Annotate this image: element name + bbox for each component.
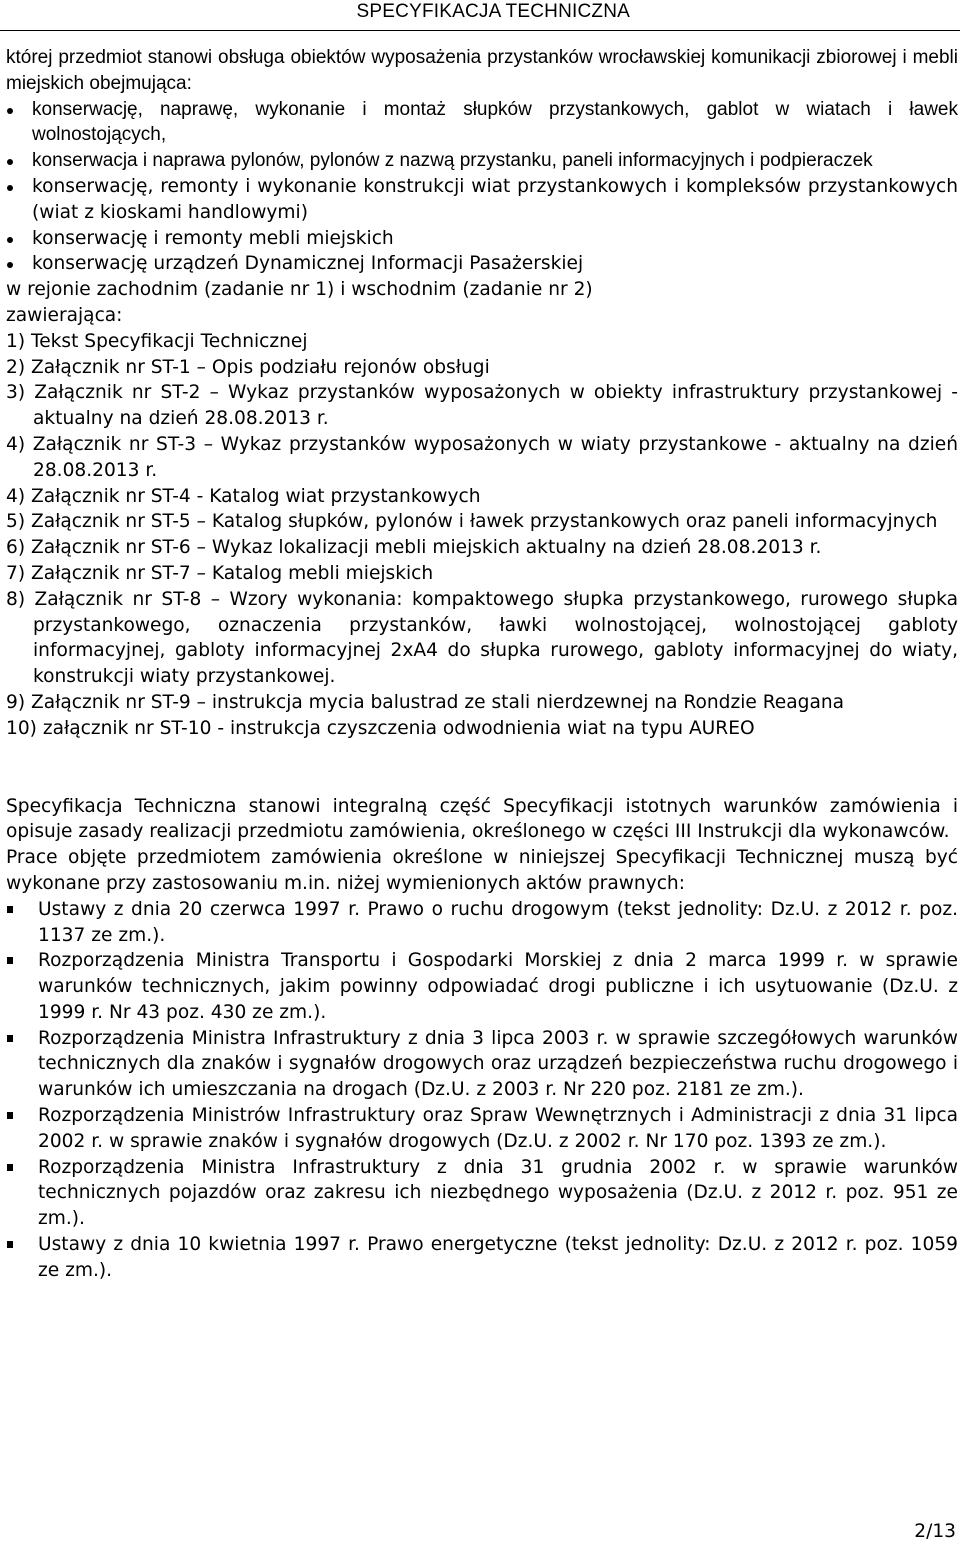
legal-act-item: Rozporządzenia Ministra Infrastruktury z dnia 31 grudnia 2002 r. w sprawie warunków technicznych pojazdów oraz zakresu ich niezbędnego wyposażenia (Dz.U. z 2012 r. poz. 951 ze zm.). (6, 1155, 958, 1232)
legal-act-item: Rozporządzenia Ministrów Infrastruktury oraz Spraw Wewnętrznych i Administracji z dnia 31 lipca 2002 r. w sprawie znaków i sygnałów drogowych (Dz.U. z 2002 r. Nr 170 poz. 1393 ze zm.). (6, 1103, 958, 1155)
enclosure-list (6, 329, 958, 742)
legal-acts-list (6, 897, 958, 1284)
integral-part-paragraph: Specyfikacja Techniczna stanowi integralną część Specyfikacji istotnych warunków zamówienia i opisuje zasady realizacji przedmiotu zamówienia, określonego w części III Instrukcji dla wykonawców. (6, 795, 958, 843)
scope-item: konserwację i remonty mebli miejskich (6, 226, 958, 252)
scope-list (6, 97, 958, 278)
scope-item: konserwację, naprawę, wykonanie i montaż słupków przystankowych, gablot w wiatach i ławek wolnostojących, (6, 97, 958, 149)
enclosure-item: 4) Załącznik nr ST-3 – Wykaz przystanków wyposażonych w wiaty przystankowe - aktualny na dzień 28.08.2013 r. (6, 433, 958, 481)
enclosure-item: 9) Załącznik nr ST-9 – instrukcja mycia balustrad ze stali nierdzewnej na Rondzie Reagana (6, 691, 845, 713)
page-number: 2/13 (914, 1521, 956, 1542)
document-body (6, 45, 958, 1284)
region-text: w rejonie zachodnim (zadanie nr 1) i wschodnim (zadanie nr 2) (6, 279, 593, 301)
legal-basis-paragraph: Prace objęte przedmiotem zamówienia określone w niniejszej Specyfikacji Technicznej muszą być wykonane przy zastosowaniu m.in. niżej wymienionych aktów prawnych: (6, 847, 958, 894)
enclosure-item: 3) Załącznik nr ST-2 – Wykaz przystanków wyposażonych w obiekty infrastruktury przystankowej - aktualny na dzień 28.08.2013 r. (6, 382, 958, 430)
enclosure-item: 5) Załącznik nr ST-5 – Katalog słupków, pylonów i ławek przystankowych oraz paneli informacyjnych (6, 511, 938, 533)
legal-act-item: Ustawy z dnia 10 kwietnia 1997 r. Prawo energetyczne (tekst jednolity: Dz.U. z 2012 r. poz. 1059 ze zm.). (6, 1232, 958, 1284)
enclosure-item: 6) Załącznik nr ST-6 – Wykaz lokalizacji mebli miejskich aktualny na dzień 28.08.2013 r. (6, 537, 822, 559)
legal-act-item: Ustawy z dnia 20 czerwca 1997 r. Prawo o ruchu drogowym (tekst jednolity: Dz.U. z 2012 r. poz. 1137 ze zm.). (6, 897, 958, 949)
page-header-title: SPECYFIKACJA TECHNICZNA (356, 1, 630, 22)
enclosure-item: 1) Tekst Specyfikacji Technicznej (6, 330, 308, 352)
enclosure-item: 7) Załącznik nr ST-7 – Katalog mebli miejskich (6, 562, 434, 584)
legal-act-item: Rozporządzenia Ministra Infrastruktury z dnia 3 lipca 2003 r. w sprawie szczegółowych warunków technicznych dla znaków i sygnałów drogowych oraz urządzeń bezpieczeństwa ruchu drogowego i warunków ich umieszczania na drogach (Dz.U. z 2003 r. Nr 220 poz. 2181 ze zm.). (6, 1026, 958, 1103)
enclosure-item: 8) Załącznik nr ST-8 – Wzory wykonania: kompaktowego słupka przystankowego, rurowego słupka przystankowego, oznaczenia przystanków, ławki wolnostojącej, wolnostojącej gabloty informacyjnej, gabloty informacyjnej 2xA4 do słupka rurowego, gabloty informacyjnej do wiaty, konstrukcji wiaty przystankowej. (6, 588, 958, 688)
scope-item: konserwację, remonty i wykonanie konstrukcji wiat przystankowych i kompleksów przystankowych (wiat z kioskami handlowymi) (6, 174, 958, 226)
enclosure-item: 2) Załącznik nr ST-1 – Opis podziału rejonów obsługi (6, 356, 490, 378)
intro-paragraph: której przedmiot stanowi obsługa obiektów wyposażenia przystanków wrocławskiej komunikacji zbiorowej i mebli miejskich obejmująca: (6, 47, 958, 94)
legal-act-item: Rozporządzenia Ministra Transportu i Gospodarki Morskiej z dnia 2 marca 1999 r. w sprawie warunków technicznych, jakim powinny odpowiadać drogi publiczne i ich usytuowanie (Dz.U. z 1999 r. Nr 43 poz. 430 ze zm.). (6, 948, 958, 1025)
scope-item: konserwacja i naprawa pylonów, pylonów z nazwą przystanku, paneli informacyjnych i podpieraczek (6, 148, 958, 174)
contains-label: zawierająca: (6, 304, 123, 326)
header-divider (0, 30, 960, 31)
enclosure-item: 10) załącznik nr ST-10 - instrukcja czyszczenia odwodnienia wiat na typu AUREO (6, 717, 755, 739)
enclosure-item: 4) Załącznik nr ST-4 - Katalog wiat przystankowych (6, 485, 481, 507)
scope-item: konserwację urządzeń Dynamicznej Informacji Pasażerskiej (6, 251, 958, 277)
section-spacer (6, 742, 958, 794)
